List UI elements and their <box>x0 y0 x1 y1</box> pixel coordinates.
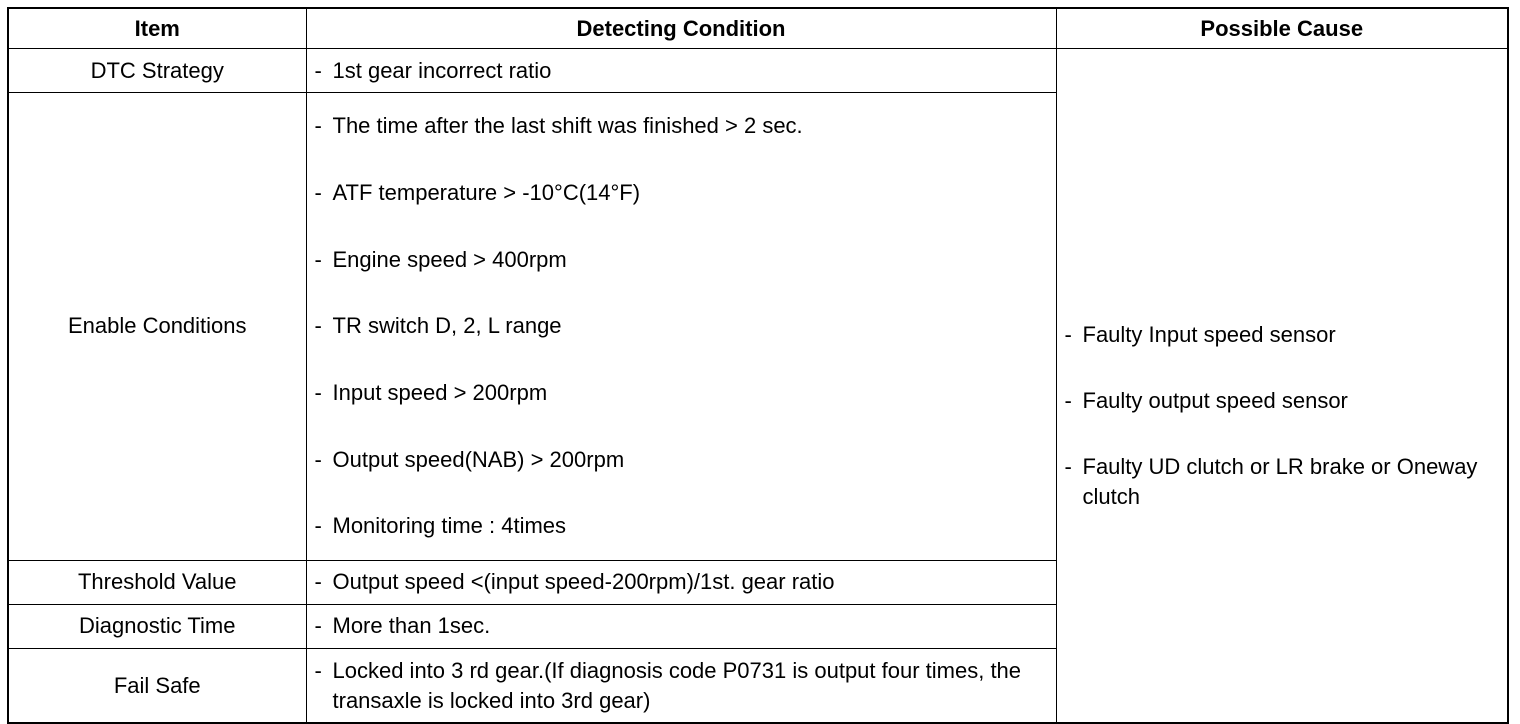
condition-line <box>307 360 1056 427</box>
bullet-dash: - <box>314 246 322 272</box>
item-enable-conditions: Enable Conditions <box>8 93 306 561</box>
bullet-dash: - <box>314 446 322 472</box>
possible-cause-cell <box>1056 49 1508 724</box>
condition-line <box>307 160 1056 227</box>
bullet-dash: - <box>314 57 322 83</box>
condition-line <box>307 426 1056 493</box>
condition-line <box>307 226 1056 293</box>
condition-text: Input speed > 200rpm <box>332 380 548 406</box>
condition-line <box>307 567 1056 597</box>
condition-text: ATF temperature > -10°C(14°F) <box>332 180 641 206</box>
condition-text: Engine speed > 400rpm <box>332 246 567 272</box>
bullet-dash: - <box>314 313 322 339</box>
header-item: Item <box>8 8 306 49</box>
item-diagnostic-time: Diagnostic Time <box>8 604 306 648</box>
condition-line <box>307 493 1056 560</box>
cause-text: Faulty Input speed sensor <box>1082 321 1336 347</box>
condition-text: More than 1sec. <box>332 613 491 639</box>
row-dtc-strategy <box>8 49 1508 93</box>
cause-line <box>1057 320 1508 350</box>
condition-cell <box>306 604 1056 648</box>
item-threshold-value: Threshold Value <box>8 560 306 604</box>
bullet-dash: - <box>1064 387 1072 413</box>
bullet-dash: - <box>314 113 322 139</box>
condition-text: Locked into 3 rd gear.(If diagnosis code P0731 is output four times, the transaxle is locked into 3rd gear) <box>332 657 1022 713</box>
condition-text: 1st gear incorrect ratio <box>332 57 552 83</box>
header-possible-cause: Possible Cause <box>1056 8 1508 49</box>
header-row <box>8 8 1508 49</box>
condition-text: Monitoring time : 4times <box>332 513 567 539</box>
header-detecting-condition: Detecting Condition <box>306 8 1056 49</box>
bullet-dash: - <box>314 180 322 206</box>
bullet-dash: - <box>314 657 322 683</box>
dtc-table <box>7 7 1509 724</box>
condition-text: The time after the last shift was finished > 2 sec. <box>332 113 803 139</box>
condition-text: Output speed(NAB) > 200rpm <box>332 446 625 472</box>
condition-line <box>307 93 1056 160</box>
bullet-dash: - <box>314 513 322 539</box>
cause-text: Faulty output speed sensor <box>1082 387 1348 413</box>
condition-line <box>307 656 1056 716</box>
bullet-dash: - <box>314 613 322 639</box>
condition-line <box>307 293 1056 360</box>
condition-cell <box>306 49 1056 93</box>
condition-cell <box>306 648 1056 723</box>
condition-text: Output speed <(input speed-200rpm)/1st. gear ratio <box>332 569 835 595</box>
bullet-dash: - <box>314 380 322 406</box>
condition-text: TR switch D, 2, L range <box>332 313 562 339</box>
cause-line <box>1057 386 1508 416</box>
bullet-dash: - <box>1064 321 1072 347</box>
condition-cell <box>306 560 1056 604</box>
condition-line <box>307 56 1056 86</box>
cause-line <box>1057 452 1508 512</box>
bullet-dash: - <box>314 569 322 595</box>
condition-line <box>307 611 1056 641</box>
cause-text: Faulty UD clutch or LR brake or Oneway clutch <box>1082 453 1478 509</box>
condition-cell <box>306 93 1056 561</box>
bullet-dash: - <box>1064 453 1072 479</box>
item-fail-safe: Fail Safe <box>8 648 306 723</box>
item-dtc-strategy: DTC Strategy <box>8 49 306 93</box>
